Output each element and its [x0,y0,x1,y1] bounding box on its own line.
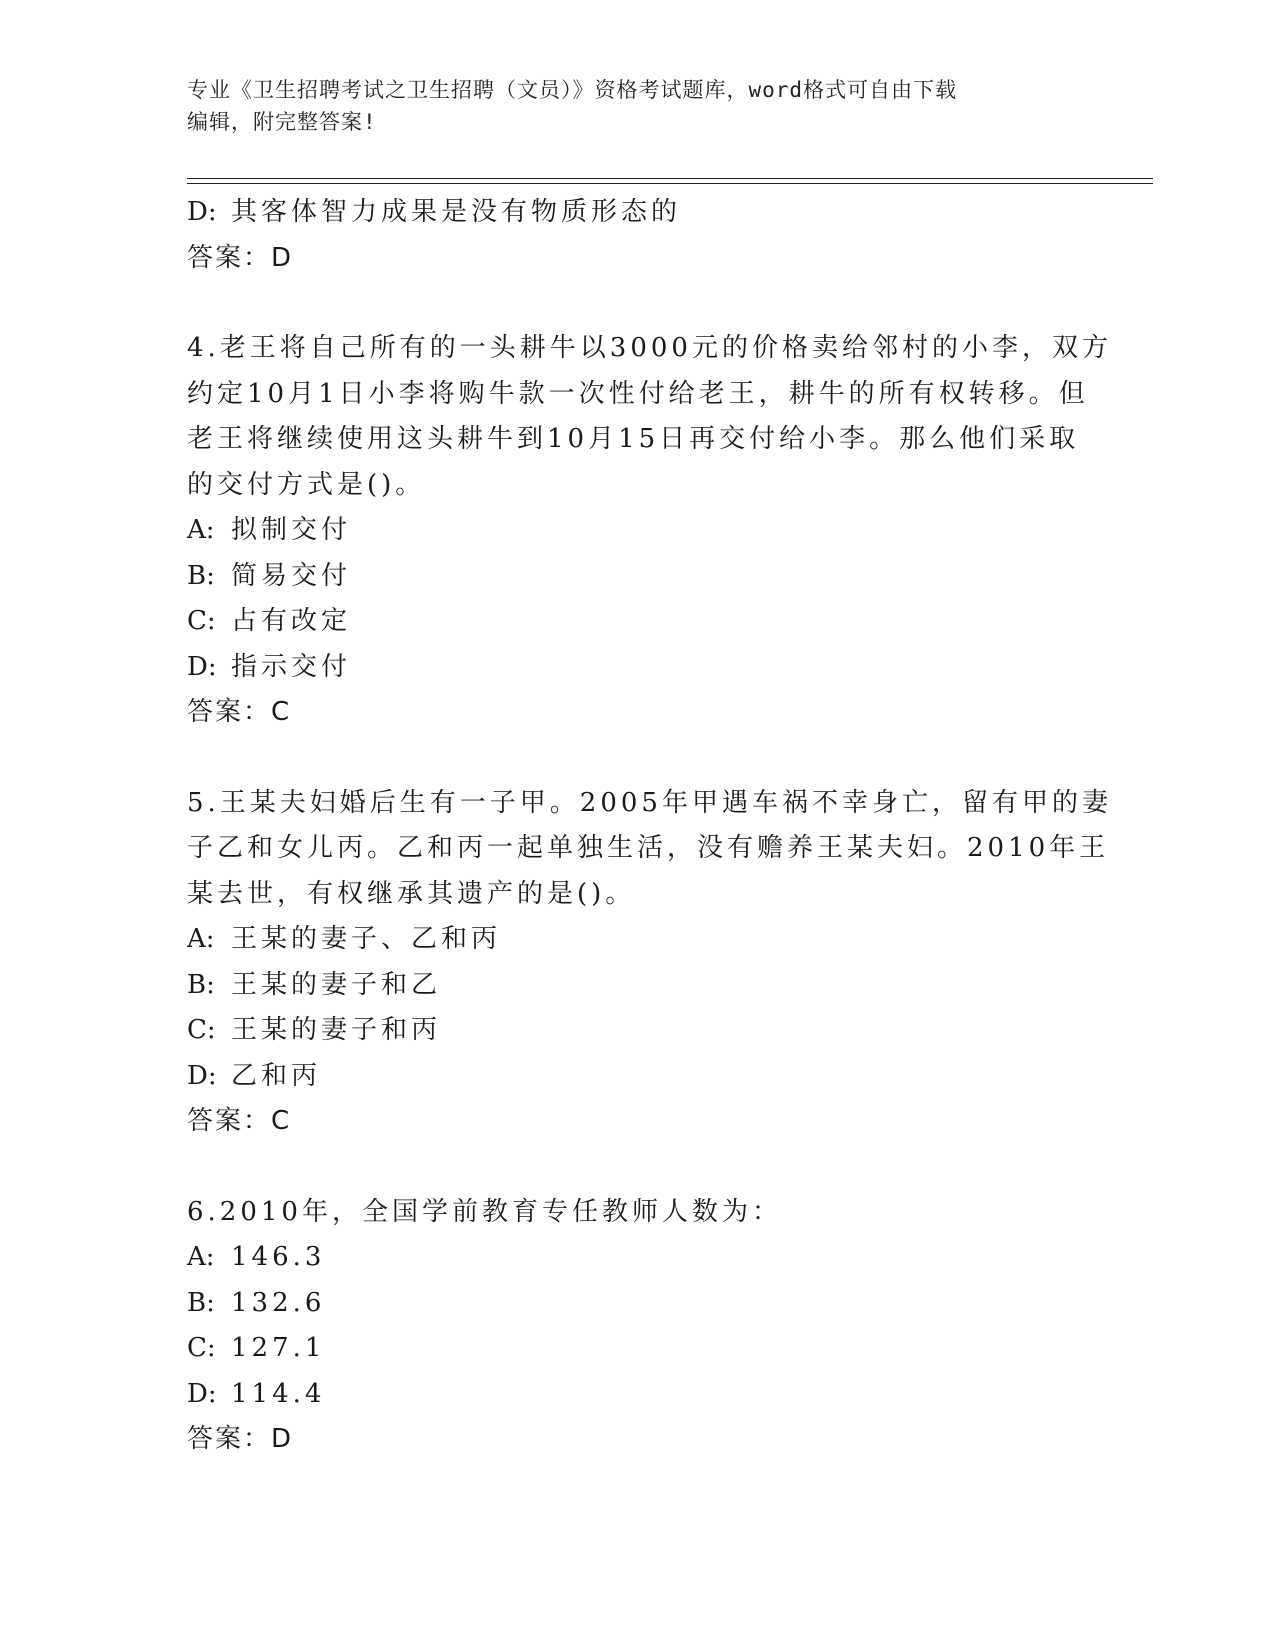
option-b [187,963,1087,1009]
option-text: 其客体智力成果是没有物质形态的 [231,197,682,227]
option-text: 指示交付 [231,651,352,682]
answer-value: D [271,1424,293,1454]
option-letter: D: [187,651,217,682]
header-rule-bottom [187,183,1153,184]
question-list [187,190,1112,1463]
option-letter: B: [187,560,215,591]
document-header [187,74,1067,138]
option-letter: D: [187,1060,217,1091]
answer-line [187,236,1087,282]
answer-line [187,1417,1087,1463]
question-stem [187,1190,1087,1236]
option-c [187,599,1087,645]
answer-value: D [271,242,293,273]
option-d [187,190,1087,236]
option-letter: C: [187,1333,216,1363]
stem-line: 某去世，有权继承其遗产的是()。 [187,878,636,909]
answer-label: 答案： [187,1106,272,1136]
answer-value: C [271,1106,291,1136]
option-letter: D: [187,1378,217,1409]
option-letter: B: [187,969,215,1000]
question-4 [187,326,1112,736]
option-text: 王某的妻子和丙 [231,1015,442,1045]
stem-line: 4.老王将自己所有的一头耕牛以3000元的价格卖给邻村的小李，双方 [187,333,1112,363]
question-stem [187,326,1112,508]
stem-line: 的交付方式是()。 [187,469,426,500]
option-b [187,554,1087,600]
option-text: 146.3 [231,1242,326,1272]
option-text: 127.1 [231,1333,326,1363]
header-line-1: 专业《卫生招聘考试之卫生招聘（文员）》资格考试题库，word格式可自由下载 [187,78,958,102]
option-d [187,645,1087,691]
option-letter: D: [187,197,217,227]
option-a [187,1235,1087,1281]
answer-line [187,1099,1087,1145]
option-letter: C: [187,606,216,636]
stem-line: 6.2010年，全国学前教育专任教师人数为： [187,1196,782,1227]
header-line-2: 编辑，附完整答案! [187,110,377,134]
option-d [187,1054,1087,1100]
prev-question-tail [187,190,1087,281]
option-text: 王某的妻子和乙 [231,969,442,1000]
answer-label: 答案： [187,697,272,727]
answer-line [187,690,1087,736]
option-letter: A: [187,924,215,954]
option-letter: B: [187,1287,215,1318]
option-c [187,1326,1087,1372]
option-c [187,1008,1087,1054]
option-letter: A: [187,515,215,545]
answer-label: 答案： [187,242,272,273]
answer-value: C [271,697,291,727]
header-rule-top [187,178,1153,179]
question-6 [187,1190,1087,1463]
stem-line: 子乙和女儿丙。乙和丙一起单独生活，没有赡养王某夫妇。2010年王 [187,833,1110,863]
question-stem [187,781,1112,918]
stem-line: 老王将继续使用这头耕牛到10月15日再交付给小李。那么他们采取 [187,424,1080,454]
stem-line: 约定10月1日小李将购牛款一次性付给老王，耕牛的所有权转移。但 [187,378,1089,409]
option-text: 拟制交付 [231,515,352,545]
option-a [187,917,1087,963]
option-text: 132.6 [231,1287,326,1318]
option-a [187,508,1087,554]
option-letter: A: [187,1242,215,1272]
option-d [187,1372,1087,1418]
option-text: 简易交付 [231,560,352,591]
option-text: 114.4 [231,1378,326,1409]
option-letter: C: [187,1015,216,1045]
option-text: 占有改定 [231,606,352,636]
option-text: 乙和丙 [231,1060,322,1091]
question-5 [187,781,1112,1145]
answer-label: 答案： [187,1424,272,1454]
option-text: 王某的妻子、乙和丙 [231,924,502,954]
stem-line: 5.王某夫妇婚后生有一子甲。2005年甲遇车祸不幸身亡，留有甲的妻 [187,787,1112,818]
option-b [187,1281,1087,1327]
